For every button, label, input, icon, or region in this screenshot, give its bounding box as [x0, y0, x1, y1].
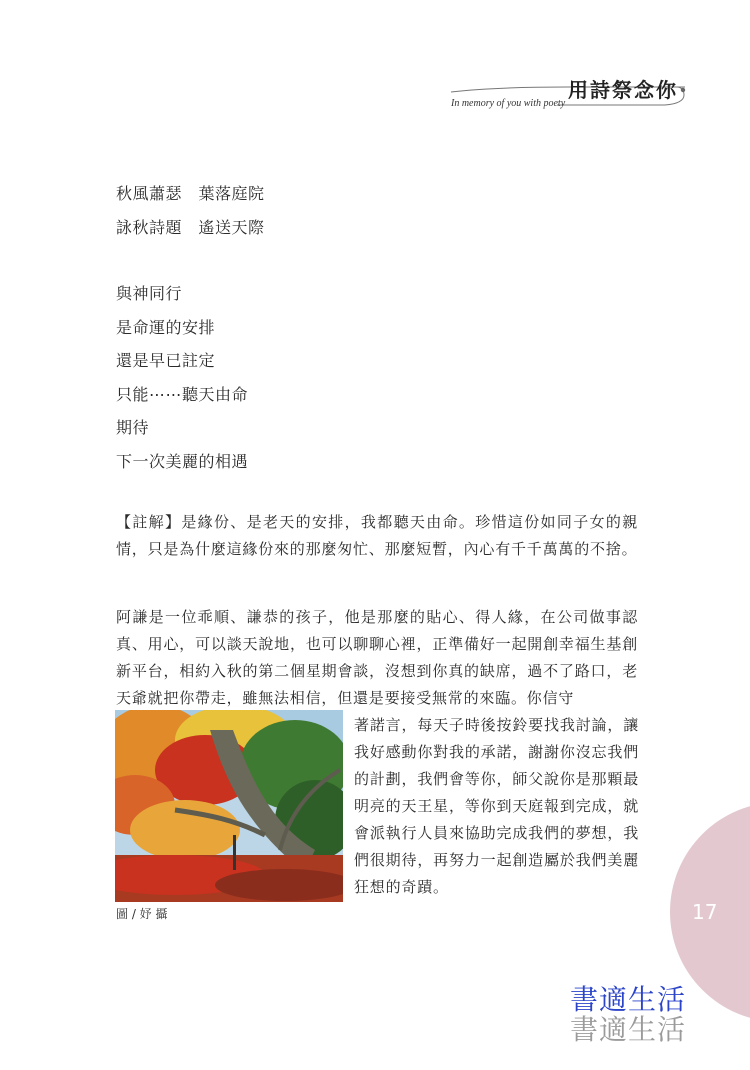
page-number: 17 — [692, 900, 718, 924]
poem-line: 與神同行 — [116, 284, 183, 303]
poem-line: 期待 — [116, 418, 150, 437]
poem-stanza-1 — [116, 177, 265, 244]
poem-line: 只能⋯⋯聽天由命 — [116, 384, 249, 404]
annotation-paragraph: 【註解】是緣份、是老天的安排，我都聽天由命。珍惜這份如同子女的親情，只是為什麼這緣份來的那麼匆忙、那麼短暫，內心有千千萬萬的不捨。 — [116, 513, 638, 558]
body-paragraph-continued: 著諾言，每天子時後按鈴要找我討論，讓我好感動你對我的承諾，謝謝你沒忘我們的計劃，我們會等你，師父說你是那顆最明亮的天王星，等你到天庭報到完成，就會派執行人員來協助完成我們的夢想，我們很期待，再努力一起創造屬於我們美麗狂想的奇蹟。 — [354, 716, 639, 896]
poem-line: 詠秋詩題 遙送天際 — [116, 217, 265, 237]
poem-line: 秋風蕭瑟 葉落庭院 — [116, 184, 265, 203]
autumn-maple-photo — [115, 710, 343, 902]
chapter-title: 用詩祭念你 — [568, 78, 678, 102]
photo-caption: 圖 / 妤 攝 — [116, 907, 168, 921]
poem-line: 下一次美麗的相遇 — [116, 451, 249, 471]
chapter-subtitle: In memory of you with poety — [451, 98, 566, 109]
poem-stanza-2 — [116, 277, 248, 478]
poem-line: 還是早已註定 — [116, 351, 216, 370]
poem-line: 是命運的安排 — [116, 317, 216, 337]
publisher-watermark: 書適生活 — [570, 983, 687, 1016]
running-header — [445, 68, 690, 118]
publisher-watermark-shadow: 書適生活 — [570, 1013, 687, 1046]
body-paragraph: 阿謙是一位乖順、謙恭的孩子，他是那麼的貼心、得人緣，在公司做事認真、用心，可以談天說地，也可以聊聊心裡，正準備好一起開創幸福生基創新平台，相約入秋的第二個星期會談，沒想到你真的缺席，過不了路口，老天爺就把你帶走，雖無法相信，但還是要接受無常的來臨。你信守 — [116, 608, 638, 707]
